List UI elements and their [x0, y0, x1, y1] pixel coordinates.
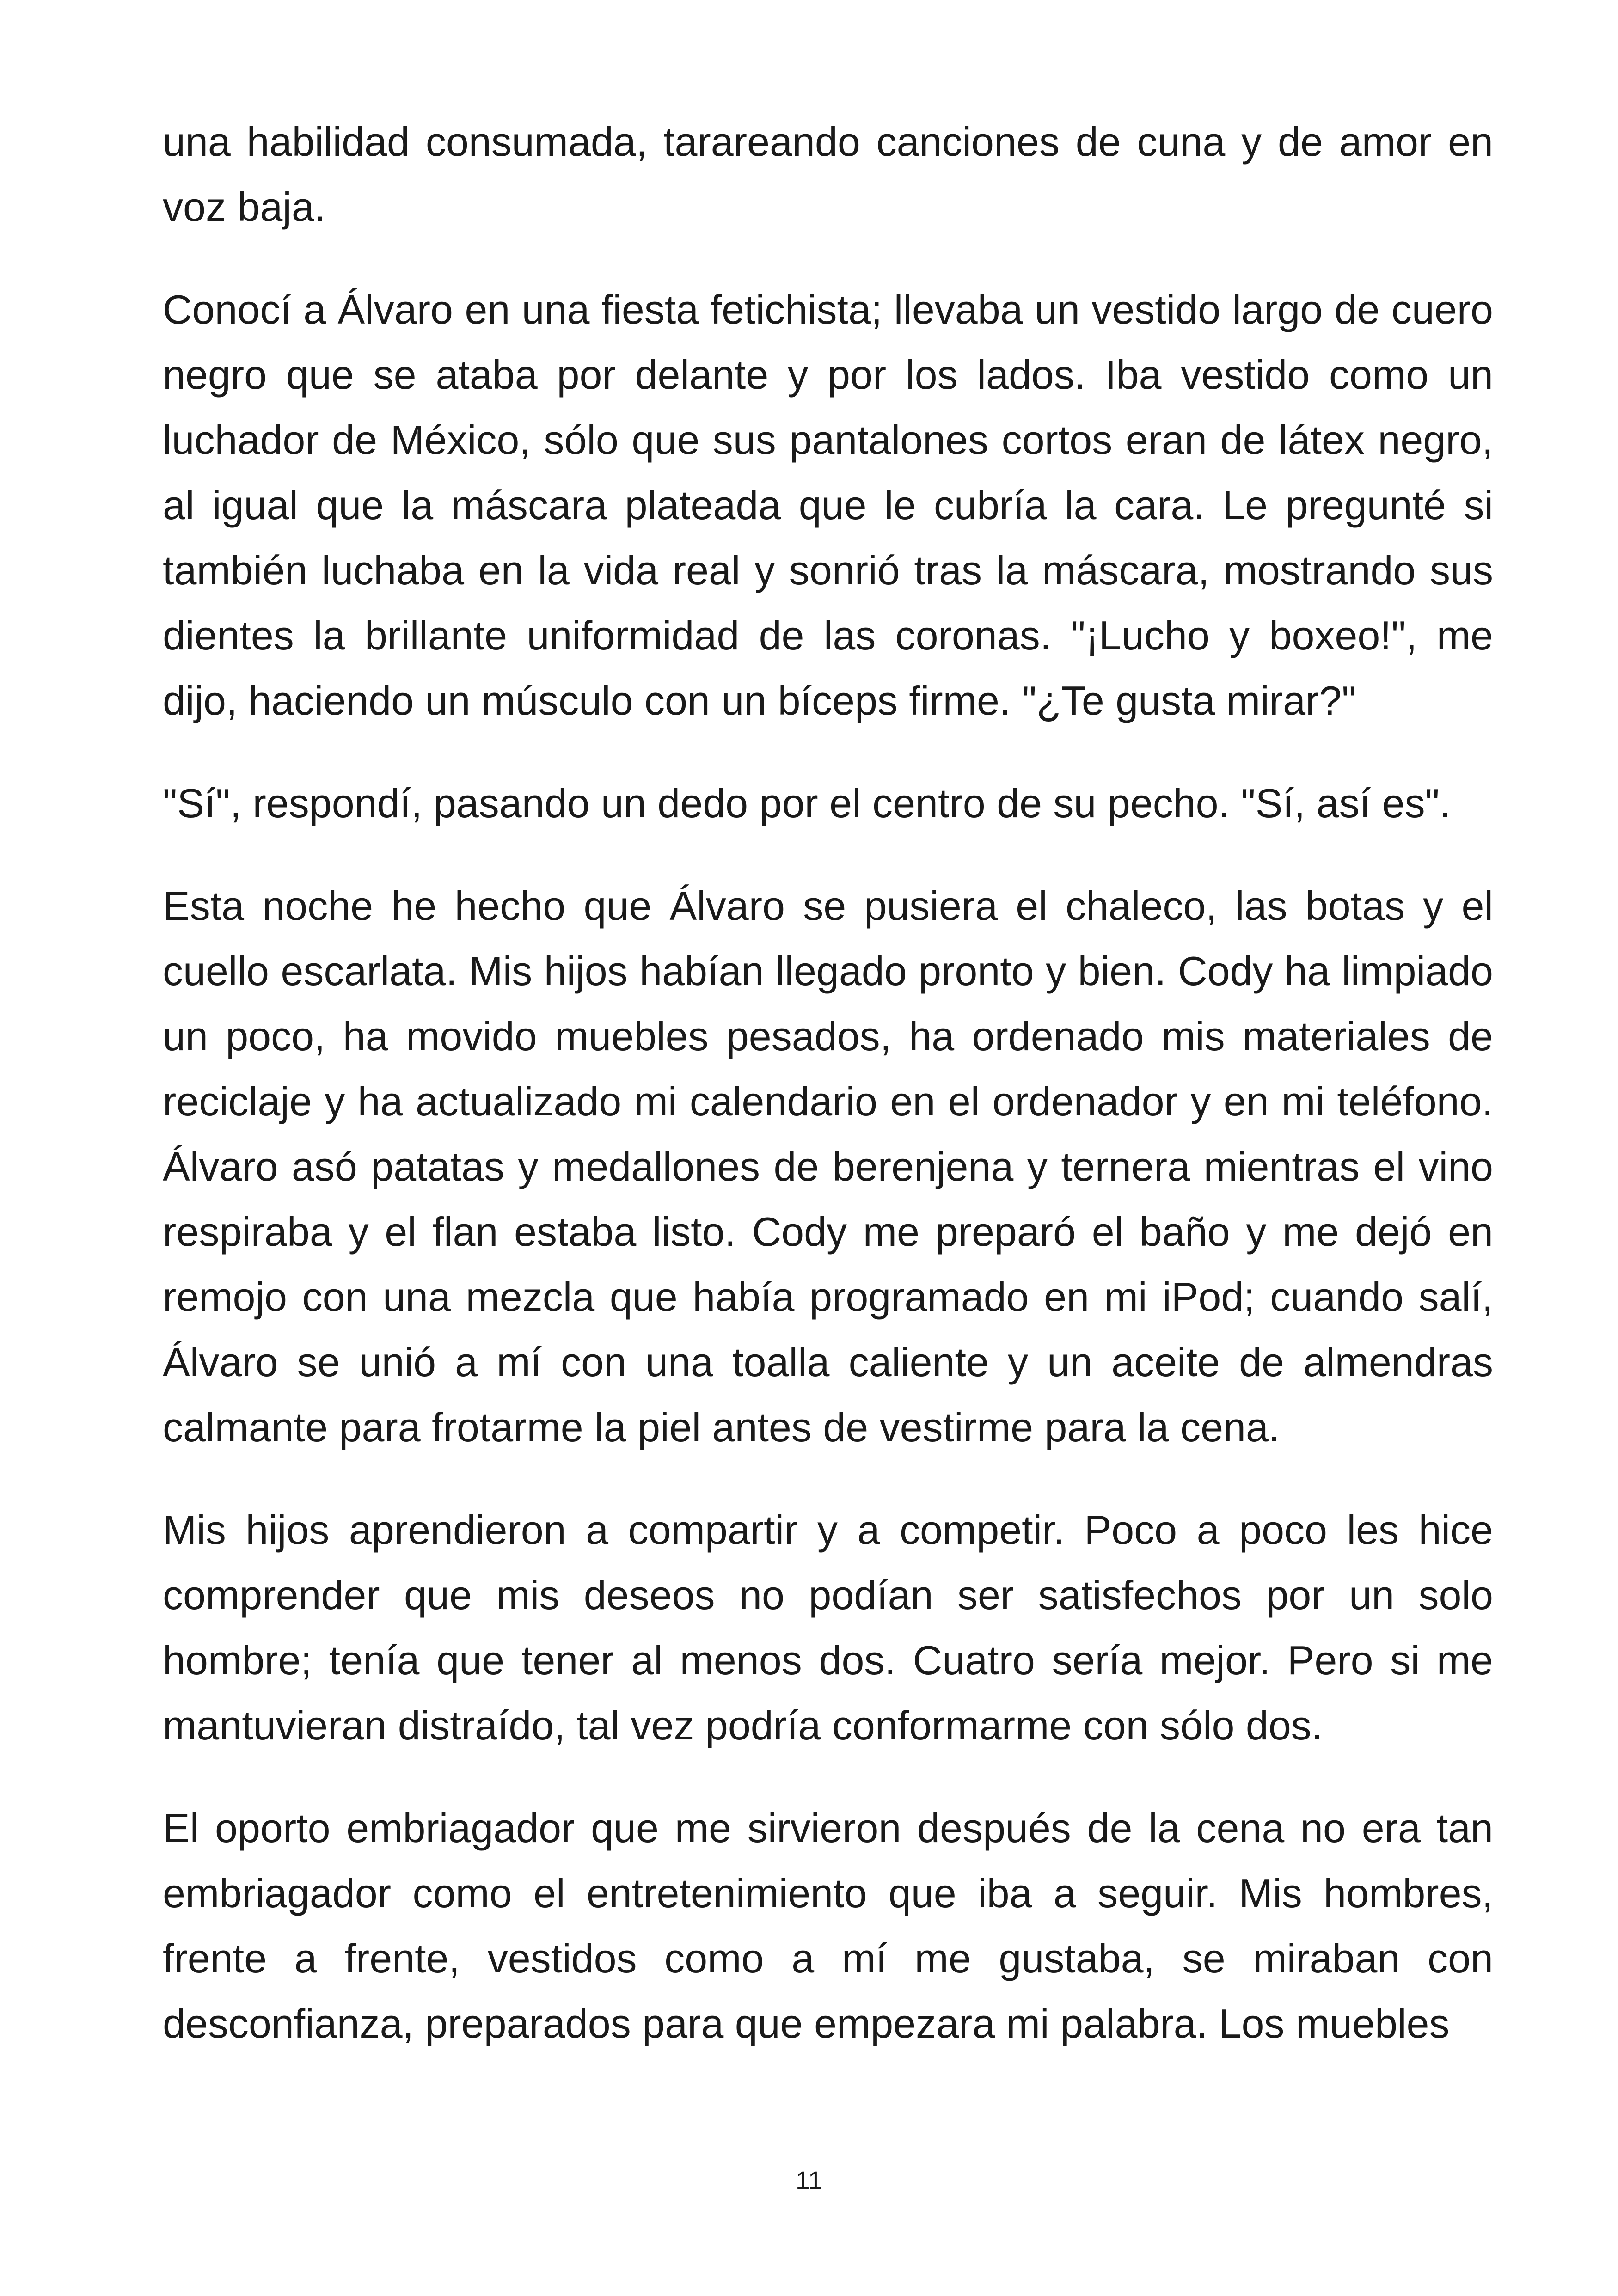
paragraph: una habilidad consumada, tarareando canciones de cuna y de amor en voz baja. — [163, 119, 1493, 230]
body-text — [163, 109, 1493, 2094]
page-number: 11 — [795, 2166, 823, 2195]
paragraph: "Sí", respondí, pasando un dedo por el centro de su pecho. "Sí, así es". — [163, 780, 1451, 826]
paragraph: Esta noche he hecho que Álvaro se pusiera el chaleco, las botas y el cuello escarlata. Mis hijos habían llegado pronto y bien. Cody ha limpiado un poco, ha movido muebles pesados, ha ordenado mis materiales de reciclaje y ha actualizado mi calendario en el ordenador y en mi teléfono. Álvaro asó patatas y medallones de berenjena y ternera mientras el vino respiraba y el flan estaba listo. Cody me preparó el baño y me dejó en remojo con una mezcla que había programado en mi iPod; cuando salí, Álvaro se unió a mí con una toalla caliente y un aceite de almendras calmante para frotarme la piel antes de vestirme para la cena. — [163, 883, 1493, 1450]
paragraph: Mis hijos aprendieron a compartir y a competir. Poco a poco les hice comprender que mis deseos no podían ser satisfechos por un solo hombre; tenía que tener al menos dos. Cuatro sería mejor. Pero si me mantuvieran distraído, tal vez podría conformarme con sólo dos. — [163, 1507, 1493, 1748]
paragraph: El oporto embriagador que me sirvieron después de la cena no era tan embriagador como el entretenimiento que iba a seguir. Mis hombres, frente a frente, vestidos como a mí me gustaba, se miraban con desconfianza, preparados para que empezara mi palabra. Los muebles — [163, 1805, 1493, 2046]
paragraph: Conocí a Álvaro en una fiesta fetichista; llevaba un vestido largo de cuero negro que se ataba por delante y por los lados. Iba vestido como un luchador de México, sólo que sus pantalones cortos eran de látex negro, al igual que la máscara plateada que le cubría la cara. Le pregunté si también luchaba en la vida real y sonrió tras la máscara, mostrando sus dientes la brillante uniformidad de las coronas. "¡Lucho y boxeo!", me dijo, haciendo un músculo con un bíceps firme. "¿Te gusta mirar?" — [163, 287, 1493, 723]
